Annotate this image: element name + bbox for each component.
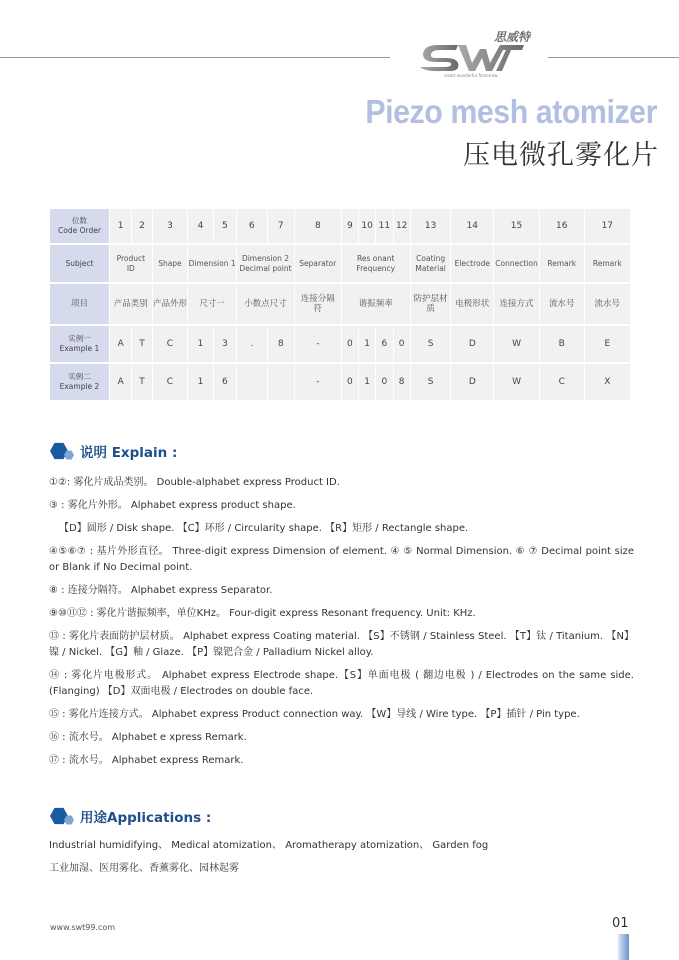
table-cell: Coating Material xyxy=(410,244,451,283)
table-cell: C xyxy=(152,325,188,363)
table-cell: 产品类别 xyxy=(109,283,152,325)
product-title-cn: 压电微孔雾化片 xyxy=(463,140,659,171)
table-cell: 15 xyxy=(494,209,540,244)
table-cell: 1 xyxy=(358,363,375,401)
table-cell: - xyxy=(294,363,341,401)
table-cell: Shape xyxy=(152,244,188,283)
table-cell: 8 xyxy=(294,209,341,244)
table-cell: 6 xyxy=(237,209,267,244)
table-row-example-2 xyxy=(50,363,631,401)
table-cell: 3 xyxy=(213,325,236,363)
applications-line-en: Industrial humidifying、 Medical atomization、 Aromatherapy atomization、 Garden fog xyxy=(49,840,489,851)
explain-line: ③ : 雾化片外形。 Alphabet express product shape. xyxy=(49,500,296,511)
explain-line: ⑯ : 流水号。 Alphabet e xpress Remark. xyxy=(49,732,247,743)
table-cell: Dimension 1 xyxy=(188,244,237,283)
table-cell: 13 xyxy=(410,209,451,244)
table-cell: S xyxy=(410,325,451,363)
table-cell: 防护层材 质 xyxy=(410,283,451,325)
table-cell: Remark xyxy=(539,244,584,283)
table-cell: 0 xyxy=(341,363,358,401)
table-cell: 流水号 xyxy=(584,283,630,325)
header-rule-left xyxy=(0,57,390,58)
row-label-example-2: 实例二 Example 2 xyxy=(50,363,110,401)
table-cell: T xyxy=(132,363,152,401)
table-cell: 1 xyxy=(109,209,131,244)
table-cell: Electrode xyxy=(451,244,494,283)
table-cell: 产品外形 xyxy=(152,283,188,325)
applications-body xyxy=(49,838,488,884)
table-cell: 6 xyxy=(213,363,236,401)
explain-line: ①②: 雾化片成品类别。 Double-alphabet express Product ID. xyxy=(49,477,340,488)
table-cell: 16 xyxy=(539,209,584,244)
applications-line-cn: 工业加湿、医用雾化、香薰雾化、园林起雾 xyxy=(49,863,239,874)
table-cell: 0 xyxy=(341,325,358,363)
table-cell: 8 xyxy=(267,325,294,363)
table-cell: 1 xyxy=(188,363,213,401)
row-label-item-cn: 项目 xyxy=(50,283,110,325)
table-cell: Remark xyxy=(584,244,630,283)
page-tab-decoration xyxy=(618,934,629,960)
table-cell: 电极形状 xyxy=(451,283,494,325)
table-cell: 8 xyxy=(393,363,410,401)
table-cell: 0 xyxy=(376,363,393,401)
table-cell: 9 xyxy=(341,209,358,244)
table-cell: D xyxy=(451,363,494,401)
table-cell: X xyxy=(584,363,630,401)
explain-line: ⑧ : 连接分隔符。 Alphabet express Separator. xyxy=(49,585,273,596)
table-cell: S xyxy=(410,363,451,401)
table-cell: A xyxy=(109,325,131,363)
swt-logo-mark xyxy=(418,41,528,75)
explain-title: 说明 Explain : xyxy=(80,445,178,461)
table-cell: W xyxy=(494,325,540,363)
explain-line: ⑭ : 雾化片电极形式。 Alphabet express Electrode shape.【S】单面电极 ( 翻边电极 ) / Electrodes on the same side. (Flanging) 【D】双面电极 / Electrodes on double face. xyxy=(49,670,634,697)
explain-line: ④⑤⑥⑦ : 基片外形直径。 Three-digit express Dimension of element. ④ ⑤ Normal Dimension. ⑥ ⑦ Decimal point size or Blank if No Decimal point. xyxy=(49,546,634,573)
table-cell: T xyxy=(132,325,152,363)
table-row-item-cn xyxy=(50,283,631,325)
table-cell: 11 xyxy=(376,209,393,244)
applications-title: 用途Applications : xyxy=(80,810,212,826)
table-cell: 小数点尺寸 xyxy=(237,283,295,325)
website-url: www.swt99.com xyxy=(50,923,116,932)
table-cell: 1 xyxy=(358,325,375,363)
table-cell xyxy=(237,363,267,401)
table-cell: Res onant Frequency xyxy=(341,244,410,283)
product-title-en: Piezo mesh atomizer xyxy=(365,93,657,130)
table-cell: C xyxy=(539,363,584,401)
row-label-code-order: 位数 Code Order xyxy=(50,209,110,244)
table-cell: Separator xyxy=(294,244,341,283)
page-number: 01 xyxy=(612,916,629,931)
table-cell: 2 xyxy=(132,209,152,244)
explain-heading xyxy=(50,441,177,461)
explain-line: ⑬ : 雾化片表面防护层材质。 Alphabet express Coating material. 【S】不锈钢 / Stainless Steel. 【T】钛 / Titanium. 【N】镍 / Nickel. 【G】釉 / Glaze. 【P】镍钯合金 / Palladium Nickel alloy. xyxy=(49,631,634,658)
table-cell: A xyxy=(109,363,131,401)
table-cell: 连接分隔 符 xyxy=(294,283,341,325)
company-logo xyxy=(418,28,536,80)
table-cell: 7 xyxy=(267,209,294,244)
explain-line: ⑨⑩⑪⑫ : 雾化片谐振频率，单位KHz。 Four-digit express Resonant frequency. Unit: KHz. xyxy=(49,608,476,619)
applications-heading xyxy=(50,806,211,826)
table-cell: 连接方式 xyxy=(494,283,540,325)
table-cell: D xyxy=(451,325,494,363)
header-rule-right xyxy=(548,57,679,58)
table-cell: 6 xyxy=(376,325,393,363)
table-cell: 10 xyxy=(358,209,375,244)
table-cell: 17 xyxy=(584,209,630,244)
table-cell: 4 xyxy=(188,209,213,244)
table-row-code-order xyxy=(50,209,631,244)
table-cell: 0 xyxy=(393,325,410,363)
table-cell: Connection xyxy=(494,244,540,283)
table-cell: C xyxy=(152,363,188,401)
logo-slogan: smart wonderful Tomorrow xyxy=(444,73,498,78)
table-cell: 尺寸一 xyxy=(188,283,237,325)
table-cell: 1 xyxy=(188,325,213,363)
table-cell: 14 xyxy=(451,209,494,244)
table-cell: 3 xyxy=(152,209,188,244)
explain-body xyxy=(49,475,634,776)
table-cell: Dimension 2 Decimal point xyxy=(237,244,295,283)
table-cell: 谐振频率 xyxy=(341,283,410,325)
table-cell: - xyxy=(294,325,341,363)
row-label-subject: Subject xyxy=(50,244,110,283)
table-cell: W xyxy=(494,363,540,401)
row-label-example-1: 实例一 Example 1 xyxy=(50,325,110,363)
explain-line: ⑮ : 雾化片连接方式。 Alphabet express Product connection way. 【W】导线 / Wire type. 【P】插针 / Pin type. xyxy=(49,709,580,720)
table-cell: 12 xyxy=(393,209,410,244)
explain-line: 【D】圆形 / Disk shape. 【C】环形 / Circularity shape. 【R】矩形 / Rectangle shape. xyxy=(59,523,469,534)
table-cell: . xyxy=(237,325,267,363)
explain-line: ⑰ : 流水号。 Alphabet express Remark. xyxy=(49,755,244,766)
table-row-subject xyxy=(50,244,631,283)
code-order-table xyxy=(49,209,630,402)
table-cell: E xyxy=(584,325,630,363)
table-cell: B xyxy=(539,325,584,363)
table-cell: 流水号 xyxy=(539,283,584,325)
table-cell: 5 xyxy=(213,209,236,244)
table-row-example-1 xyxy=(50,325,631,363)
logo-cn-text: 思威特 xyxy=(493,30,530,44)
table-cell: Product ID xyxy=(109,244,152,283)
table-cell xyxy=(267,363,294,401)
